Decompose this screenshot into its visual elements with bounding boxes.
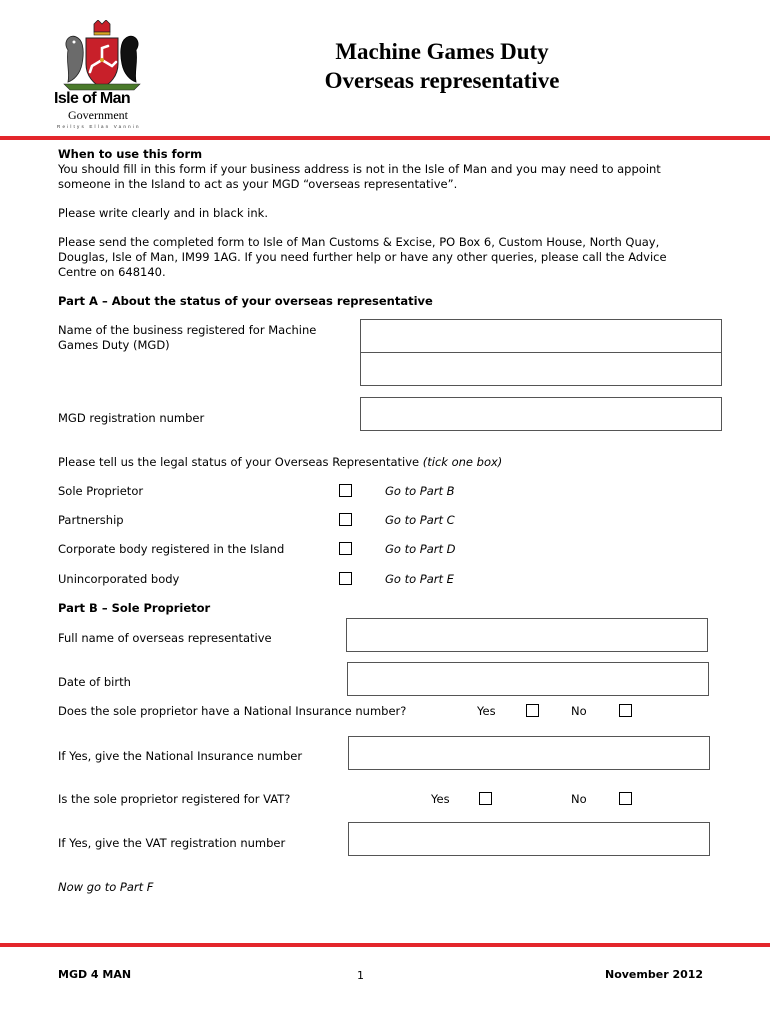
form-code: MGD 4 MAN (58, 968, 132, 981)
option-label-unincorporated-body: Unincorporated body (58, 572, 180, 586)
logo-subtitle: Reiltys Ellan Vannin (57, 124, 141, 129)
title-line-2: Overseas representative (324, 68, 560, 93)
full-name-field[interactable] (346, 618, 708, 652)
checkbox-corporate-body[interactable] (339, 542, 352, 555)
vat-yes-checkbox[interactable] (479, 792, 492, 805)
page-number: 1 (357, 969, 364, 982)
goto-part-d: Go to Part D (385, 542, 456, 556)
intro-heading: When to use this form (58, 147, 203, 161)
checkbox-sole-proprietor[interactable] (339, 484, 352, 497)
legal-status-prompt-text: Please tell us the legal status of your Overseas Representative (58, 455, 420, 469)
date-of-birth-label: Date of birth (58, 675, 131, 689)
logo-name: Isle of Man (54, 90, 131, 107)
legal-status-prompt (58, 455, 502, 470)
intro-paragraph-3-line-1: Please send the completed form to Isle of Man Customs & Excise, PO Box 6, Custom House, North Quay, (58, 235, 660, 249)
logo-government: Government (68, 108, 128, 122)
coat-of-arms-icon (54, 20, 150, 92)
business-name-field-line-1[interactable] (360, 319, 722, 353)
goto-part-b: Go to Part B (385, 484, 455, 498)
option-label-sole-proprietor: Sole Proprietor (58, 484, 144, 498)
ni-no-checkbox[interactable] (619, 704, 632, 717)
checkbox-unincorporated-body[interactable] (339, 572, 352, 585)
ni-no-label: No (571, 704, 587, 718)
part-b-heading: Part B – Sole Proprietor (58, 601, 211, 615)
checkbox-partnership[interactable] (339, 513, 352, 526)
intro-paragraph-1-line-1: You should fill in this form if your business address is not in the Isle of Man and you may need to appoint (58, 162, 661, 176)
goto-part-c: Go to Part C (385, 513, 455, 527)
full-name-label: Full name of overseas representative (58, 631, 272, 645)
intro-paragraph-1-line-2: someone in the Island to act as your MGD “overseas representative”. (58, 177, 458, 191)
page-title (292, 37, 592, 95)
legal-status-hint: (tick one box) (422, 455, 503, 469)
form-date: November 2012 (605, 968, 704, 981)
option-label-corporate-body: Corporate body registered in the Island (58, 542, 285, 556)
ni-number-field[interactable] (348, 736, 710, 770)
mgd-registration-number-label: MGD registration number (58, 411, 205, 425)
vat-number-field[interactable] (348, 822, 710, 856)
ni-yes-checkbox[interactable] (526, 704, 539, 717)
vat-yes-label: Yes (431, 792, 450, 806)
goto-part-e: Go to Part E (385, 572, 454, 586)
intro-paragraph-3-line-2: Douglas, Isle of Man, IM99 1AG. If you need further help or have any other queries, please call the Advice (58, 250, 667, 264)
title-line-1: Machine Games Duty (335, 39, 549, 64)
government-logo (52, 20, 152, 132)
ni-yes-label: Yes (477, 704, 496, 718)
footer-divider (0, 943, 770, 947)
ni-number-label: If Yes, give the National Insurance number (58, 749, 303, 763)
vat-question: Is the sole proprietor registered for VAT? (58, 792, 291, 806)
vat-no-label: No (571, 792, 587, 806)
date-of-birth-field[interactable] (347, 662, 709, 696)
option-label-partnership: Partnership (58, 513, 124, 527)
part-a-heading: Part A – About the status of your overseas representative (58, 294, 433, 308)
business-name-field-line-2[interactable] (360, 352, 722, 386)
vat-number-label: If Yes, give the VAT registration number (58, 836, 286, 850)
intro-paragraph-3-line-3: Centre on 648140. (58, 265, 166, 279)
ni-question: Does the sole proprietor have a National Insurance number? (58, 704, 407, 718)
vat-no-checkbox[interactable] (619, 792, 632, 805)
business-name-label-line-1: Name of the business registered for Machine (58, 323, 317, 337)
header-divider (0, 136, 770, 140)
intro-paragraph-2: Please write clearly and in black ink. (58, 206, 268, 220)
mgd-registration-number-field[interactable] (360, 397, 722, 431)
business-name-label-line-2: Games Duty (MGD) (58, 338, 170, 352)
next-part-instruction: Now go to Part F (58, 880, 154, 894)
